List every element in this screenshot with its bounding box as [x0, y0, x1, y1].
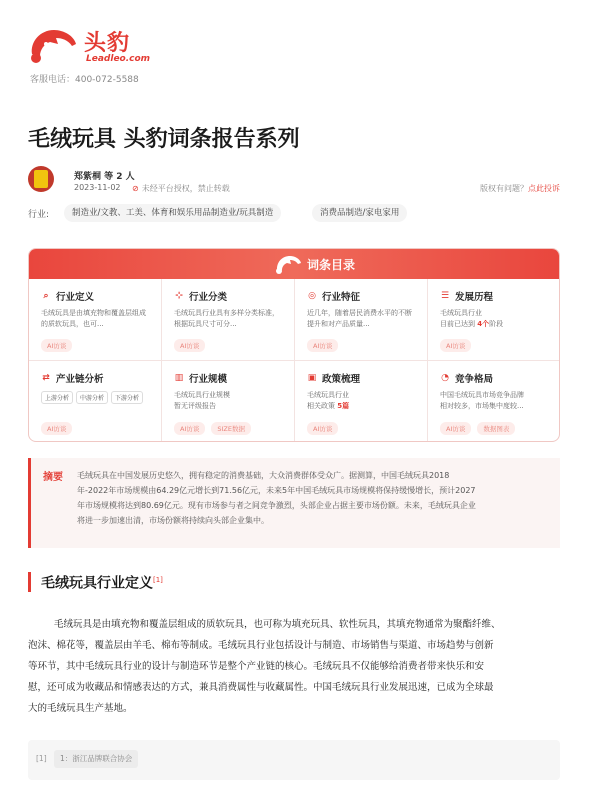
- downstream-chip[interactable]: 下游分析: [111, 391, 143, 404]
- timeline-icon: ☰: [440, 291, 450, 301]
- data-chart-badge[interactable]: 数据图表: [477, 422, 515, 435]
- copyright-notice-text: 未经平台授权，禁止转载: [141, 184, 230, 193]
- midstream-chip[interactable]: 中游分析: [76, 391, 108, 404]
- ai-interview-badge[interactable]: AI访谈: [174, 422, 205, 435]
- toc-item-scale[interactable]: [162, 361, 295, 442]
- toc-header: [29, 249, 559, 279]
- toc-item-history[interactable]: [428, 279, 560, 361]
- ai-interview-badge[interactable]: AI访谈: [307, 422, 338, 435]
- brand-site: Leadleo.com: [86, 54, 151, 64]
- ban-icon: ⊘: [132, 184, 139, 193]
- reference-source[interactable]: 1：浙江品牌联合协会: [54, 750, 138, 768]
- toc-item-classification[interactable]: [162, 279, 295, 361]
- toc-item-desc: 毛绒玩具行业具有多样分类标准，根据玩具尺寸可分...: [174, 309, 279, 328]
- industry-tag[interactable]: 消费品制造/家电家用: [312, 204, 407, 222]
- toc-panel: [28, 248, 560, 442]
- toc-item-desc: 近几年，随着居民消费水平的不断提升和对产品质量...: [307, 309, 412, 328]
- publish-date: 2023-11-02: [74, 183, 121, 192]
- ref-mark[interactable]: [1]: [153, 576, 163, 584]
- toc-item-title: 行业特征: [322, 292, 361, 303]
- toc-item-competition[interactable]: [428, 361, 560, 442]
- toc-item-title: 行业分类: [189, 292, 228, 303]
- toc-grid: [29, 279, 560, 442]
- toc-item-chain[interactable]: [29, 361, 162, 442]
- author-name[interactable]: 郑紫桐 等 2 人: [74, 172, 135, 182]
- abstract-box: [28, 458, 560, 548]
- toc-item-desc: 毛绒玩具是由填充物和覆盖层组成的质软玩具，也可...: [41, 309, 146, 328]
- complain-area: [480, 183, 560, 194]
- industry-label: 行业:: [28, 210, 50, 220]
- toc-item-title: 政策梳理: [322, 374, 361, 385]
- search-doc-icon: ⌕: [43, 291, 49, 301]
- toc-item-desc: 毛绒玩具行业规模 暂无评级报告: [174, 391, 230, 410]
- bar-chart-icon: ▥: [174, 373, 184, 383]
- pie-icon: ◔: [441, 373, 449, 383]
- author-row: [28, 166, 560, 196]
- complain-link[interactable]: 点此投诉: [528, 184, 560, 193]
- toc-item-title: 发展历程: [455, 292, 494, 303]
- definition-paragraph: 毛绒玩具是由填充物和覆盖层组成的质软玩具，也可称为填充玩具、软性玩具，其填充物通常为聚酯纤维、 泡沫、棉花等，覆盖层由羊毛、棉布等制成。毛绒玩具行业包括设计与制造、市场销售与渠道、市场趋势与创新 等环节，其中毛绒玩具行业的设计与制造环节是整个产业链的核心。毛绒玩具不仅能够给消费者带来快乐和安 慰，还可成为收藏品和情感表达的方式，兼具消费属性与收藏属性。中国毛绒玩具行业发展迅速，已成为全球最 大的毛绒玩具生产基地。: [28, 619, 501, 714]
- brand-name: 头豹: [84, 31, 131, 56]
- toc-item-desc: 中国毛绒玩具市场竞争品牌 相对较多，市场集中度较...: [440, 391, 524, 410]
- service-hotline: 客服电话：400-072-5588: [30, 75, 139, 85]
- copyright-notice: [132, 183, 230, 194]
- toc-item-title: 竞争格局: [455, 374, 494, 385]
- upstream-chip[interactable]: 上游分析: [41, 391, 73, 404]
- abstract-text: 毛绒玩具在中国发展历史悠久，拥有稳定的消费基础，大众消费群体受众广。据测算，中国毛绒玩具2018 年-2022年市场规模由64.29亿元增长到71.56亿元，未来5年中国毛绒玩具市场规模将保持缓慢增长，预计2027 年市场规模将达到80.69亿元。现有市场参与者之间竞争激烈，头部企业占据主要市场份额。未来，毛绒玩具企业 将进一步加速出清，市场份额将持续向头部企业集中。: [77, 471, 476, 525]
- ai-interview-badge[interactable]: AI访谈: [41, 339, 72, 352]
- ai-interview-badge[interactable]: AI访谈: [440, 339, 471, 352]
- complain-prefix: 版权有问题？: [480, 184, 528, 193]
- policy-icon: ▣: [307, 373, 317, 383]
- toc-item-title: 行业定义: [56, 292, 95, 303]
- ai-interview-badge[interactable]: AI访谈: [41, 422, 72, 435]
- ai-interview-badge[interactable]: AI访谈: [174, 339, 205, 352]
- target-icon: ◎: [308, 291, 316, 301]
- section-title: 毛绒玩具行业定义[1]: [28, 572, 163, 592]
- toc-item-desc: 毛绒玩具行业 相关政策 5篇: [307, 391, 350, 410]
- reference-box: [28, 740, 560, 780]
- size-data-badge[interactable]: SIZE数据: [211, 422, 251, 435]
- industry-tag[interactable]: 制造业/文教、工美、体育和娱乐用品制造业/玩具制造: [64, 204, 281, 222]
- toc-item-policy[interactable]: [295, 361, 428, 442]
- ai-interview-badge[interactable]: AI访谈: [440, 422, 471, 435]
- leopard-icon: [275, 253, 303, 275]
- leopard-logo-icon: [28, 24, 80, 66]
- avatar[interactable]: [28, 166, 54, 192]
- chain-icon: ⇄: [42, 373, 50, 383]
- ai-interview-badge[interactable]: AI访谈: [307, 339, 338, 352]
- toc-title: 词条目录: [307, 258, 356, 272]
- toc-item-features[interactable]: [295, 279, 428, 361]
- tree-icon: ⊹: [175, 291, 183, 301]
- toc-item-definition[interactable]: [29, 279, 162, 361]
- toc-item-desc: 毛绒玩具行业 目前已达到 4个阶段: [440, 309, 504, 328]
- toc-item-title: 行业规模: [189, 374, 228, 385]
- reference-number: [1]: [36, 754, 47, 763]
- toc-item-title: 产业链分析: [56, 374, 104, 385]
- page-title: 毛绒玩具 头豹词条报告系列: [28, 127, 300, 152]
- abstract-label: 摘要: [43, 472, 63, 483]
